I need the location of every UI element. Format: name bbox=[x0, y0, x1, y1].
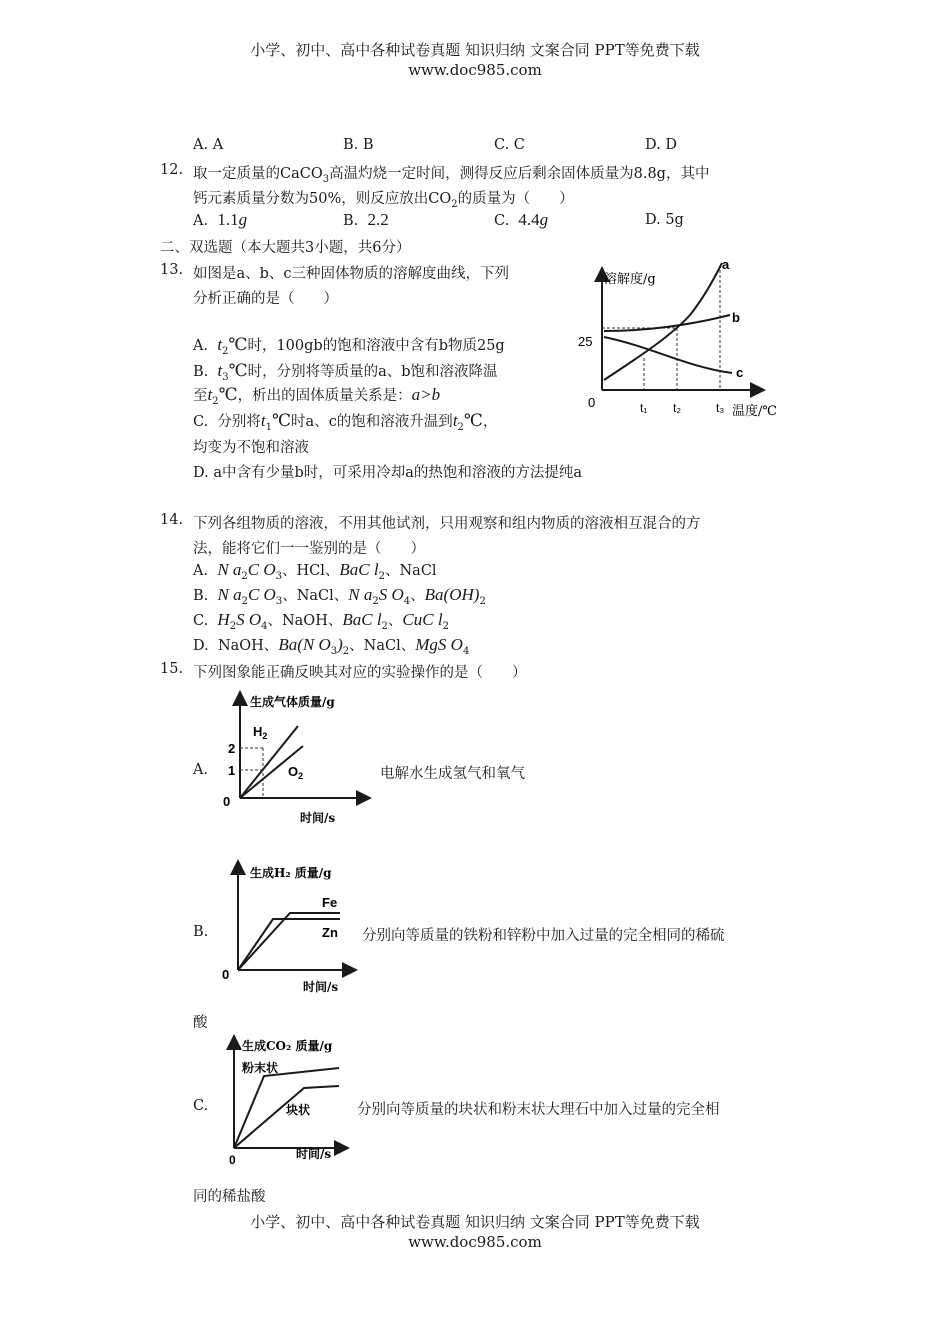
page-footer-line1: 小学、初中、高中各种试卷真题 知识归纳 文案合同 PPT等免费下载 bbox=[250, 1213, 700, 1231]
q13-option-c: C. 分别将$t_1℃$时a、c的饱和溶液升温到$t_2℃$， bbox=[193, 411, 498, 433]
q14-stem-line2: 法，能将它们一一鉴别的是（ ） bbox=[193, 541, 425, 557]
q15-b-hydrogen-chart bbox=[218, 855, 363, 999]
q15-option-b-text-cont: 酸 bbox=[193, 1015, 208, 1031]
q12-option-c: C. 4.4g bbox=[494, 210, 549, 229]
q13-solubility-chart bbox=[572, 255, 794, 425]
curve-c-label: c bbox=[736, 365, 744, 380]
x-axis-label: 温度/℃ bbox=[732, 404, 777, 419]
tick-t1: t₁ bbox=[640, 401, 648, 415]
block-line bbox=[234, 1086, 339, 1148]
x-axis-label: 时间/s bbox=[303, 980, 339, 994]
origin-label: 0 bbox=[588, 395, 596, 410]
curve-b bbox=[604, 315, 730, 331]
q13-option-d: D. a中含有少量b时，可采用冷却a的热饱和溶液的方法提纯a bbox=[193, 465, 583, 481]
q15-number: 15. bbox=[160, 661, 184, 677]
y-tick-2: 2 bbox=[228, 741, 236, 756]
tick-t2: t₂ bbox=[673, 401, 681, 415]
q12-stem-line1: 取一定质量的CaCO$_3$高温灼烧一定时间，测得反应后剩余固体质量为8.8g，其中 bbox=[193, 166, 710, 185]
q15-stem: 下列图象能正确反映其对应的实验操作的是（ ） bbox=[193, 665, 527, 681]
section-title-double-choice: 二、双选题（本大题共3小题，共6分） bbox=[160, 240, 411, 256]
q15-a-electrolysis-chart bbox=[218, 686, 378, 830]
origin-label: 0 bbox=[222, 967, 230, 982]
h2-label: $H_2$ bbox=[253, 724, 268, 741]
page-footer-url: www.doc985.com bbox=[408, 1233, 542, 1251]
origin-label: 0 bbox=[223, 794, 231, 809]
q15-option-c-text-cont: 同的稀盐酸 bbox=[193, 1189, 266, 1205]
curve-a-label: a bbox=[722, 257, 730, 272]
q14-option-d: D. NaOH、Ba(N $O_3)_2$、NaCl、MgS $O_4$ bbox=[193, 635, 470, 657]
y-axis-label: 生成气体质量/g bbox=[250, 695, 335, 709]
block-label: 块状 bbox=[286, 1103, 311, 1117]
q15-option-c-text: 分别向等质量的块状和粉末状大理石中加入过量的完全相 bbox=[357, 1102, 720, 1118]
q15-option-b-text: 分别向等质量的铁粉和锌粉中加入过量的完全相同的稀硫 bbox=[362, 928, 725, 944]
page-header-url: www.doc985.com bbox=[408, 61, 542, 79]
q11-option-d: D. D bbox=[645, 137, 677, 153]
q13-number: 13. bbox=[160, 262, 184, 278]
y-tick-25: 25 bbox=[578, 334, 593, 349]
q14-number: 14. bbox=[160, 512, 184, 528]
q13-option-b-line2: 至$t_2℃$，析出的固体质量关系是：a>b bbox=[193, 385, 441, 407]
q13-stem-line2: 分析正确的是（ ） bbox=[193, 291, 338, 307]
q11-option-a: A. A bbox=[193, 137, 224, 153]
curve-b-label: b bbox=[732, 310, 740, 325]
powder-label: 粉末状 bbox=[242, 1061, 279, 1075]
q15-option-c-label: C. bbox=[193, 1098, 209, 1114]
y-tick-1: 1 bbox=[228, 763, 236, 778]
q13-option-c-line2: 均变为不饱和溶液 bbox=[193, 440, 309, 456]
q12-option-b: B. 2.2 bbox=[343, 210, 389, 229]
q14-option-c: C. $H_2S$ $O_4$、NaOH、BaC $l_2$、CuC $l_2$ bbox=[193, 610, 449, 632]
q15-option-b-label: B. bbox=[193, 924, 209, 940]
q12-option-a: A. 1.1g bbox=[193, 210, 248, 229]
q12-option-d: D. 5g bbox=[645, 212, 684, 228]
q11-option-c: C. C bbox=[494, 137, 525, 153]
h2-line bbox=[240, 726, 298, 798]
tick-t3: t₃ bbox=[716, 401, 725, 415]
zn-label: Zn bbox=[322, 925, 338, 940]
y-axis-label: 生成H₂ 质量/g bbox=[250, 866, 332, 880]
q12-stem-line2: 钙元素质量分数为50%，则反应放出$CO_2$的质量为（ ） bbox=[193, 191, 574, 210]
q13-stem-line1: 如图是a、b、c三种固体物质的溶解度曲线，下列 bbox=[193, 266, 510, 282]
fe-label: Fe bbox=[322, 895, 338, 910]
page-header-line1: 小学、初中、高中各种试卷真题 知识归纳 文案合同 PPT等免费下载 bbox=[250, 41, 700, 59]
q15-option-a-text: 电解水生成氢气和氧气 bbox=[380, 766, 525, 782]
y-axis-label: 溶解度/g bbox=[604, 272, 656, 287]
origin-label: 0 bbox=[229, 1153, 236, 1167]
q14-option-a: A. N $a_2C$ $O_3$、HCl、BaC $l_2$、NaCl bbox=[193, 560, 437, 582]
q11-option-b: B. B bbox=[343, 137, 374, 153]
y-axis-label: 生成CO₂ 质量/g bbox=[242, 1039, 333, 1053]
q13-option-a: A. $t_2℃$时，100gb的饱和溶液中含有b物质25g bbox=[193, 335, 505, 357]
x-axis-label: 时间/s bbox=[296, 1147, 332, 1161]
o2-label: $O_2$ bbox=[288, 764, 304, 781]
q12-number: 12. bbox=[160, 162, 184, 178]
q13-option-b: B. $t_3℃$时，分别将等质量的a、b饱和溶液降温 bbox=[193, 361, 498, 383]
fe-line bbox=[238, 913, 340, 970]
q14-option-b: B. N $a_2C$ $O_3$、NaCl、N $a_2S$ $O_4$、$Ba(OH)_2$ bbox=[193, 585, 486, 607]
q15-option-a-label: A. bbox=[193, 762, 209, 778]
q15-c-co2-chart bbox=[224, 1030, 354, 1170]
q14-stem-line1: 下列各组物质的溶液，不用其他试剂，只用观察和组内物质的溶液相互混合的方 bbox=[193, 516, 701, 532]
x-axis-label: 时间/s bbox=[300, 811, 336, 825]
